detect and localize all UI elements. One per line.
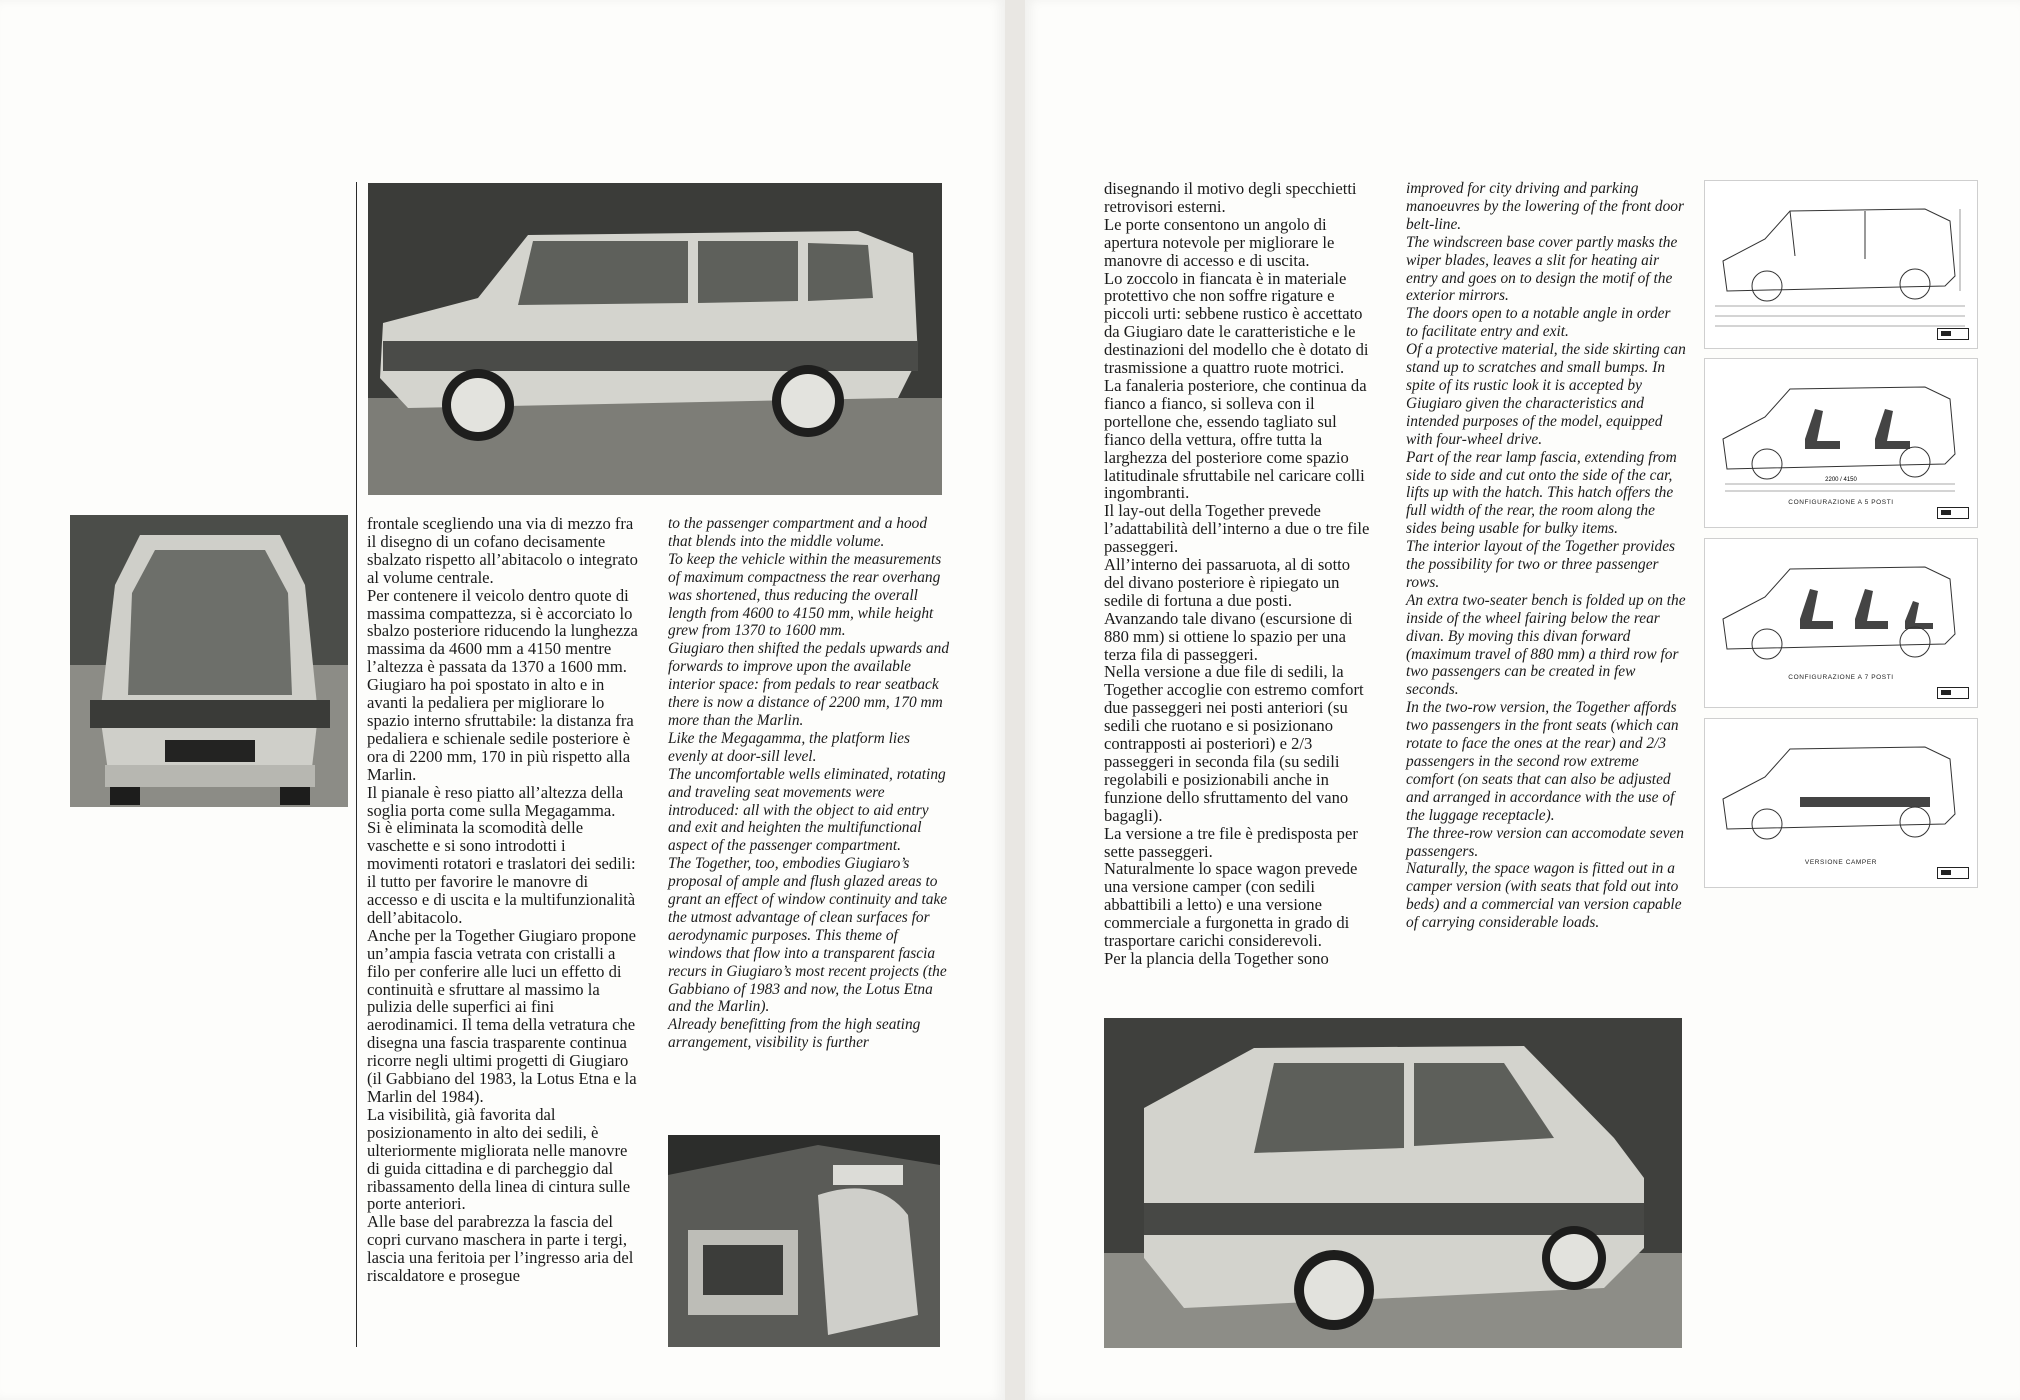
paragraph: Part of the rear lamp fascia, extending from side to side and cut onto the side of the car, lifts up with the hatch. This hatch offers the full width of the rear, the room along the sides being usable for bulky items. (1406, 448, 1677, 538)
paragraph: The doors open to a notable angle in order to facilitate entry and exit. (1406, 305, 1671, 341)
paragraph: Il lay-out della Together prevede l’adattabilità dell’interno a due o tre file passeggeri. (1104, 501, 1370, 557)
front-three-quarter-photo (1104, 1018, 1682, 1348)
paragraph: Per la plancia della Together sono (1104, 948, 1329, 968)
interior-photo (668, 1135, 940, 1347)
dimension-label: 2200 / 4150 (1825, 477, 1857, 483)
right-italian-column (1104, 180, 1374, 968)
paragraph: Si è eliminata la scomodità delle vaschette e si sono introdotti i movimenti rotatori e traslatori dei sedili: il tutto per favorire le manovre di accesso e di uscita e la multifunzionalità dell’abitacolo. (367, 818, 636, 927)
paragraph: The interior layout of the Together provides the possibility for two or three passenger rows. (1406, 538, 1676, 591)
paragraph: Alle base del parabrezza la fascia del copri curvano maschera in parte i tergi, lascia una feritoia per l’ingresso aria del riscaldatore e prosegue (367, 1212, 634, 1286)
studio-logo-icon (1937, 507, 1969, 519)
paragraph: Like the Megagamma, the platform lies evenly at door-sill level. (668, 729, 910, 765)
paragraph: Avanzando tale divano (escursione di 880 mm) si ottiene lo spazio per una terza fila di passeggeri. (1104, 608, 1353, 664)
paragraph: The three-row version can accomodate seven passengers. (1406, 824, 1684, 860)
paragraph: to the passenger compartment and a hood that blends into the middle volume. (668, 515, 928, 550)
camper-drawing (1704, 718, 1978, 888)
left-italian-column (367, 515, 639, 1285)
studio-logo-icon (1937, 328, 1969, 340)
paragraph: Already benefitting from the high seating arrangement, visibility is further (668, 1016, 921, 1052)
paragraph: La fanaleria posteriore, che continua da fianco a fianco, si solleva con il portellone che, essendo tagliato sul fianco della vettura, offre tutta la larghezza del posteriore come spazio latitudinale sfruttabile nel caricare colli ingombranti. (1104, 375, 1367, 503)
right-page (1025, 0, 2020, 1400)
paragraph: Naturally, the space wagon is fitted out in a camper version (with seats that fold out into beds) and a commercial van version capable of carrying considerable loads. (1406, 860, 1682, 932)
paragraph: Per contenere il veicolo dentro quote di massima compattezza, si è accorciato lo sbalzo posteriore riducendo la lunghezza massima da 4600 mm a 4150 mentre l’altezza è passata da 1370 a 1600 mm. (367, 585, 638, 677)
paragraph: Giugiaro then shifted the pedals upwards and forwards to improve upon the available interior space: from pedals to rear seatback there is now a distance of 2200 mm, 170 mm more than the Marlin. (668, 640, 950, 729)
paragraph: improved for city driving and parking manoeuvres by the lowering of the front door belt-line. (1406, 180, 1684, 233)
drawing-caption: VERSIONE CAMPER (1804, 859, 1878, 866)
paragraph: All’interno dei passaruota, al di sotto del divano posteriore è ripiegato un sedile di fortuna a due posti. (1104, 555, 1351, 610)
column-rule (356, 182, 357, 1347)
drawing-caption: CONFIGURAZIONE A 5 POSTI (1788, 499, 1894, 506)
paragraph: Of a protective material, the side skirting can stand up to scratches and small bumps. In spite of its rustic look it is accepted by Giugiaro given the characteristics and intended purposes of the model, equipped with four-wheel drive. (1406, 341, 1686, 448)
side-profile-drawing (1704, 180, 1978, 349)
studio-logo-icon (1937, 687, 1969, 699)
paragraph: Anche per la Together Giugiaro propone un’ampia fascia vetrata con cristalli a filo per conferire alle luci un effetto di continuità e sfruttare al massimo la pulizia delle superfici ai fini aerodinamici. Il tema della vetratura che disegna una fascia trasparente continua ricorre negli ultimi progetti di Giugiaro (il Gabbiano del 1983, la Lotus Etna e la Marlin del 1984). (367, 925, 637, 1106)
paragraph: An extra two-seater bench is folded up on the inside of the wheel fairing below the rear divan. By moving this divan forward (maximum travel of 880 mm) a third row for two passengers can be created in few seconds. (1406, 591, 1686, 699)
left-english-column (668, 515, 950, 1052)
paragraph: frontale scegliendo una via di mezzo fra il disegno di un cofano decisamente sbalzato rispetto all’abitacolo o integrato al volume centrale. (367, 514, 638, 587)
paragraph: The windscreen base cover partly masks the wiper blades, leaves a slit for heating air entry and goes on to design the motif of the exterior mirrors. (1406, 233, 1678, 305)
paragraph: La visibilità, già favorita dal posizionamento in alto dei sedili, è ulteriormente migliorata nelle manovre di guida cittadina e di parcheggio dal ribassamento della linea di cintura sulle porte anteriori. (367, 1104, 631, 1214)
paragraph: Lo zoccolo in fiancata è in materiale protettivo che non soffre rigature e piccoli urti: sebbene rustico è accettato da Giugiaro date le caratteristiche e le destinazioni del modello che è dotato di trasmissione a quattro ruote motrici. (1104, 268, 1369, 378)
paragraph: The uncomfortable wells eliminated, rotating and traveling seat movements were introduced: all with the object to aid entry and exit and heighten the multifunctional aspect of the passenger compartment. (668, 765, 946, 855)
right-english-column (1406, 180, 1686, 932)
paragraph: Il pianale è reso piatto all’altezza della soglia porta come sulla Megagamma. (367, 782, 624, 820)
rear-view-photo (70, 515, 348, 807)
paragraph: The Together, too, embodies Giugiaro’s proposal of ample and flush glazed areas to grant an effect of window continuity and take the utmost advantage of clean surfaces for aerodynamic purposes. This theme of windows that flow into a transparent fascia recurs in Giugiaro’s most recent projects (the Gabbiano of 1983 and now, the Lotus Etna and the Marlin). (668, 855, 948, 1016)
paragraph: Giugiaro ha poi spostato in alto e in avanti la pedaliera per migliorare lo spazio interno sfruttabile: la distanza fra pedaliera e schienale sedile posteriore è ora di 2200 mm, 170 in più rispetto alla Marlin. (367, 675, 634, 784)
drawing-caption: CONFIGURAZIONE A 7 POSTI (1788, 674, 1894, 681)
paragraph: Nella versione a due file di sedili, la Together accoglie con estremo comfort due passeggeri nei posti anteriori (su sedili che ruotano e si posizionano contrapposti ai posteriori) e 2/3 passeggeri in seconda fila (su sedili regolabili e posizionabili anche in funzione dello sfruttamento del vano bagagli). (1104, 662, 1364, 825)
paragraph: In the two-row version, the Together affords two passengers in the front seats (which can rotate to face the ones at the rear) and 2/3 passengers in the second row extreme comfort (on seats that can also be adjusted and arranged in accordance with the use of the luggage receptacle). (1406, 699, 1679, 824)
paragraph: Le porte consentono un angolo di apertura notevole per migliorare le manovre di accesso e di uscita. (1104, 214, 1335, 270)
paragraph: disegnando il motivo degli specchietti retrovisori esterni. (1104, 179, 1357, 216)
side-view-photo (368, 183, 942, 495)
paragraph: Naturalmente lo space wagon prevede una versione camper (con sedili abbattibili a letto) e una versione commerciale a furgonetta in grado di trasportare carichi considerevoli. (1104, 859, 1358, 951)
left-page (0, 0, 1005, 1400)
studio-logo-icon (1937, 867, 1969, 879)
paragraph: La versione a tre file è predisposta per sette passeggeri. (1104, 823, 1358, 861)
seven-seat-drawing (1704, 538, 1978, 708)
paragraph: To keep the vehicle within the measurements of maximum compactness the rear overhang was shortened, thus reducing the overall length from 4600 to 4150 mm, while height grew from 1370 to 1600 mm. (668, 550, 942, 640)
five-seat-drawing (1704, 358, 1978, 528)
